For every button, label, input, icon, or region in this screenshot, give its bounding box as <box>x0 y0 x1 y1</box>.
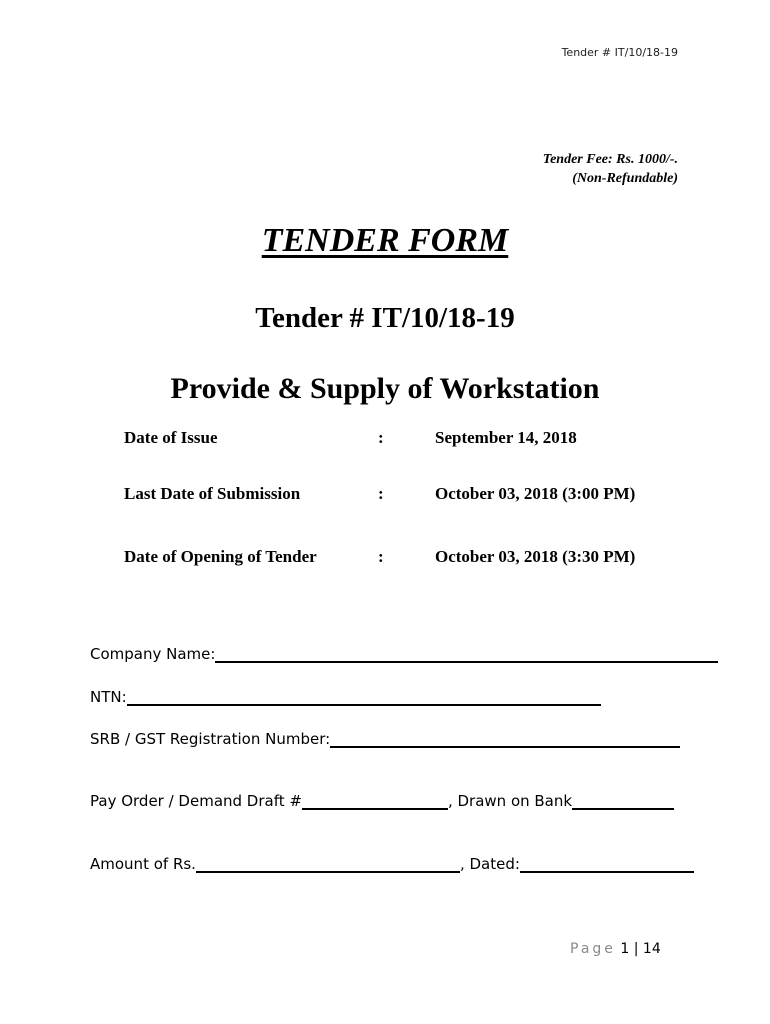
dated-label: , Dated: <box>459 855 520 873</box>
page-footer <box>570 941 661 957</box>
tender-fee: Tender Fee: Rs. 1000/-. <box>542 152 678 167</box>
schedule-row-opening <box>124 547 684 569</box>
page-title: TENDER FORM <box>261 222 509 259</box>
srb-gst-field <box>90 730 680 748</box>
schedule-label: Date of Issue <box>124 428 218 447</box>
tender-number: Tender # IT/10/18-19 <box>255 302 515 334</box>
schedule-colon: : <box>378 547 384 566</box>
ntn-label: NTN: <box>90 688 127 706</box>
page-current: 1 <box>620 941 630 957</box>
schedule-colon: : <box>378 484 384 503</box>
schedule-row-submission <box>124 484 684 506</box>
schedule-label: Last Date of Submission <box>124 484 301 503</box>
drawn-on-bank-blank[interactable] <box>572 794 674 810</box>
schedule-label: Date of Opening of Tender <box>124 547 317 566</box>
drawn-on-bank-label: , Drawn on Bank <box>447 792 573 810</box>
amount-field <box>90 855 694 873</box>
schedule-colon: : <box>378 428 384 447</box>
header-reference: Tender # IT/10/18-19 <box>561 46 678 59</box>
pay-order-label: Pay Order / Demand Draft # <box>90 792 302 810</box>
tender-fee-block <box>543 150 678 188</box>
amount-blank[interactable] <box>196 857 460 873</box>
page-separator: | <box>629 941 643 957</box>
srb-gst-label: SRB / GST Registration Number: <box>90 730 331 748</box>
dated-blank[interactable] <box>520 857 694 873</box>
company-name-blank[interactable] <box>215 647 718 663</box>
non-refundable-note: (Non-Refundable) <box>572 171 678 186</box>
schedule-value: September 14, 2018 <box>435 428 577 447</box>
schedule-row-issue <box>124 428 684 450</box>
pay-order-field <box>90 792 674 810</box>
schedule-value: October 03, 2018 (3:30 PM) <box>435 547 636 566</box>
ntn-blank[interactable] <box>127 690 601 706</box>
company-name-label: Company Name: <box>90 645 216 663</box>
page-total: 14 <box>642 941 661 957</box>
ntn-field <box>90 688 601 706</box>
srb-gst-blank[interactable] <box>330 732 680 748</box>
tender-subject: Provide & Supply of Workstation <box>170 372 600 405</box>
amount-label: Amount of Rs. <box>90 855 196 873</box>
page-word: Page <box>570 941 616 957</box>
schedule-value: October 03, 2018 (3:00 PM) <box>435 484 636 503</box>
company-name-field <box>90 645 718 663</box>
pay-order-blank[interactable] <box>302 794 448 810</box>
